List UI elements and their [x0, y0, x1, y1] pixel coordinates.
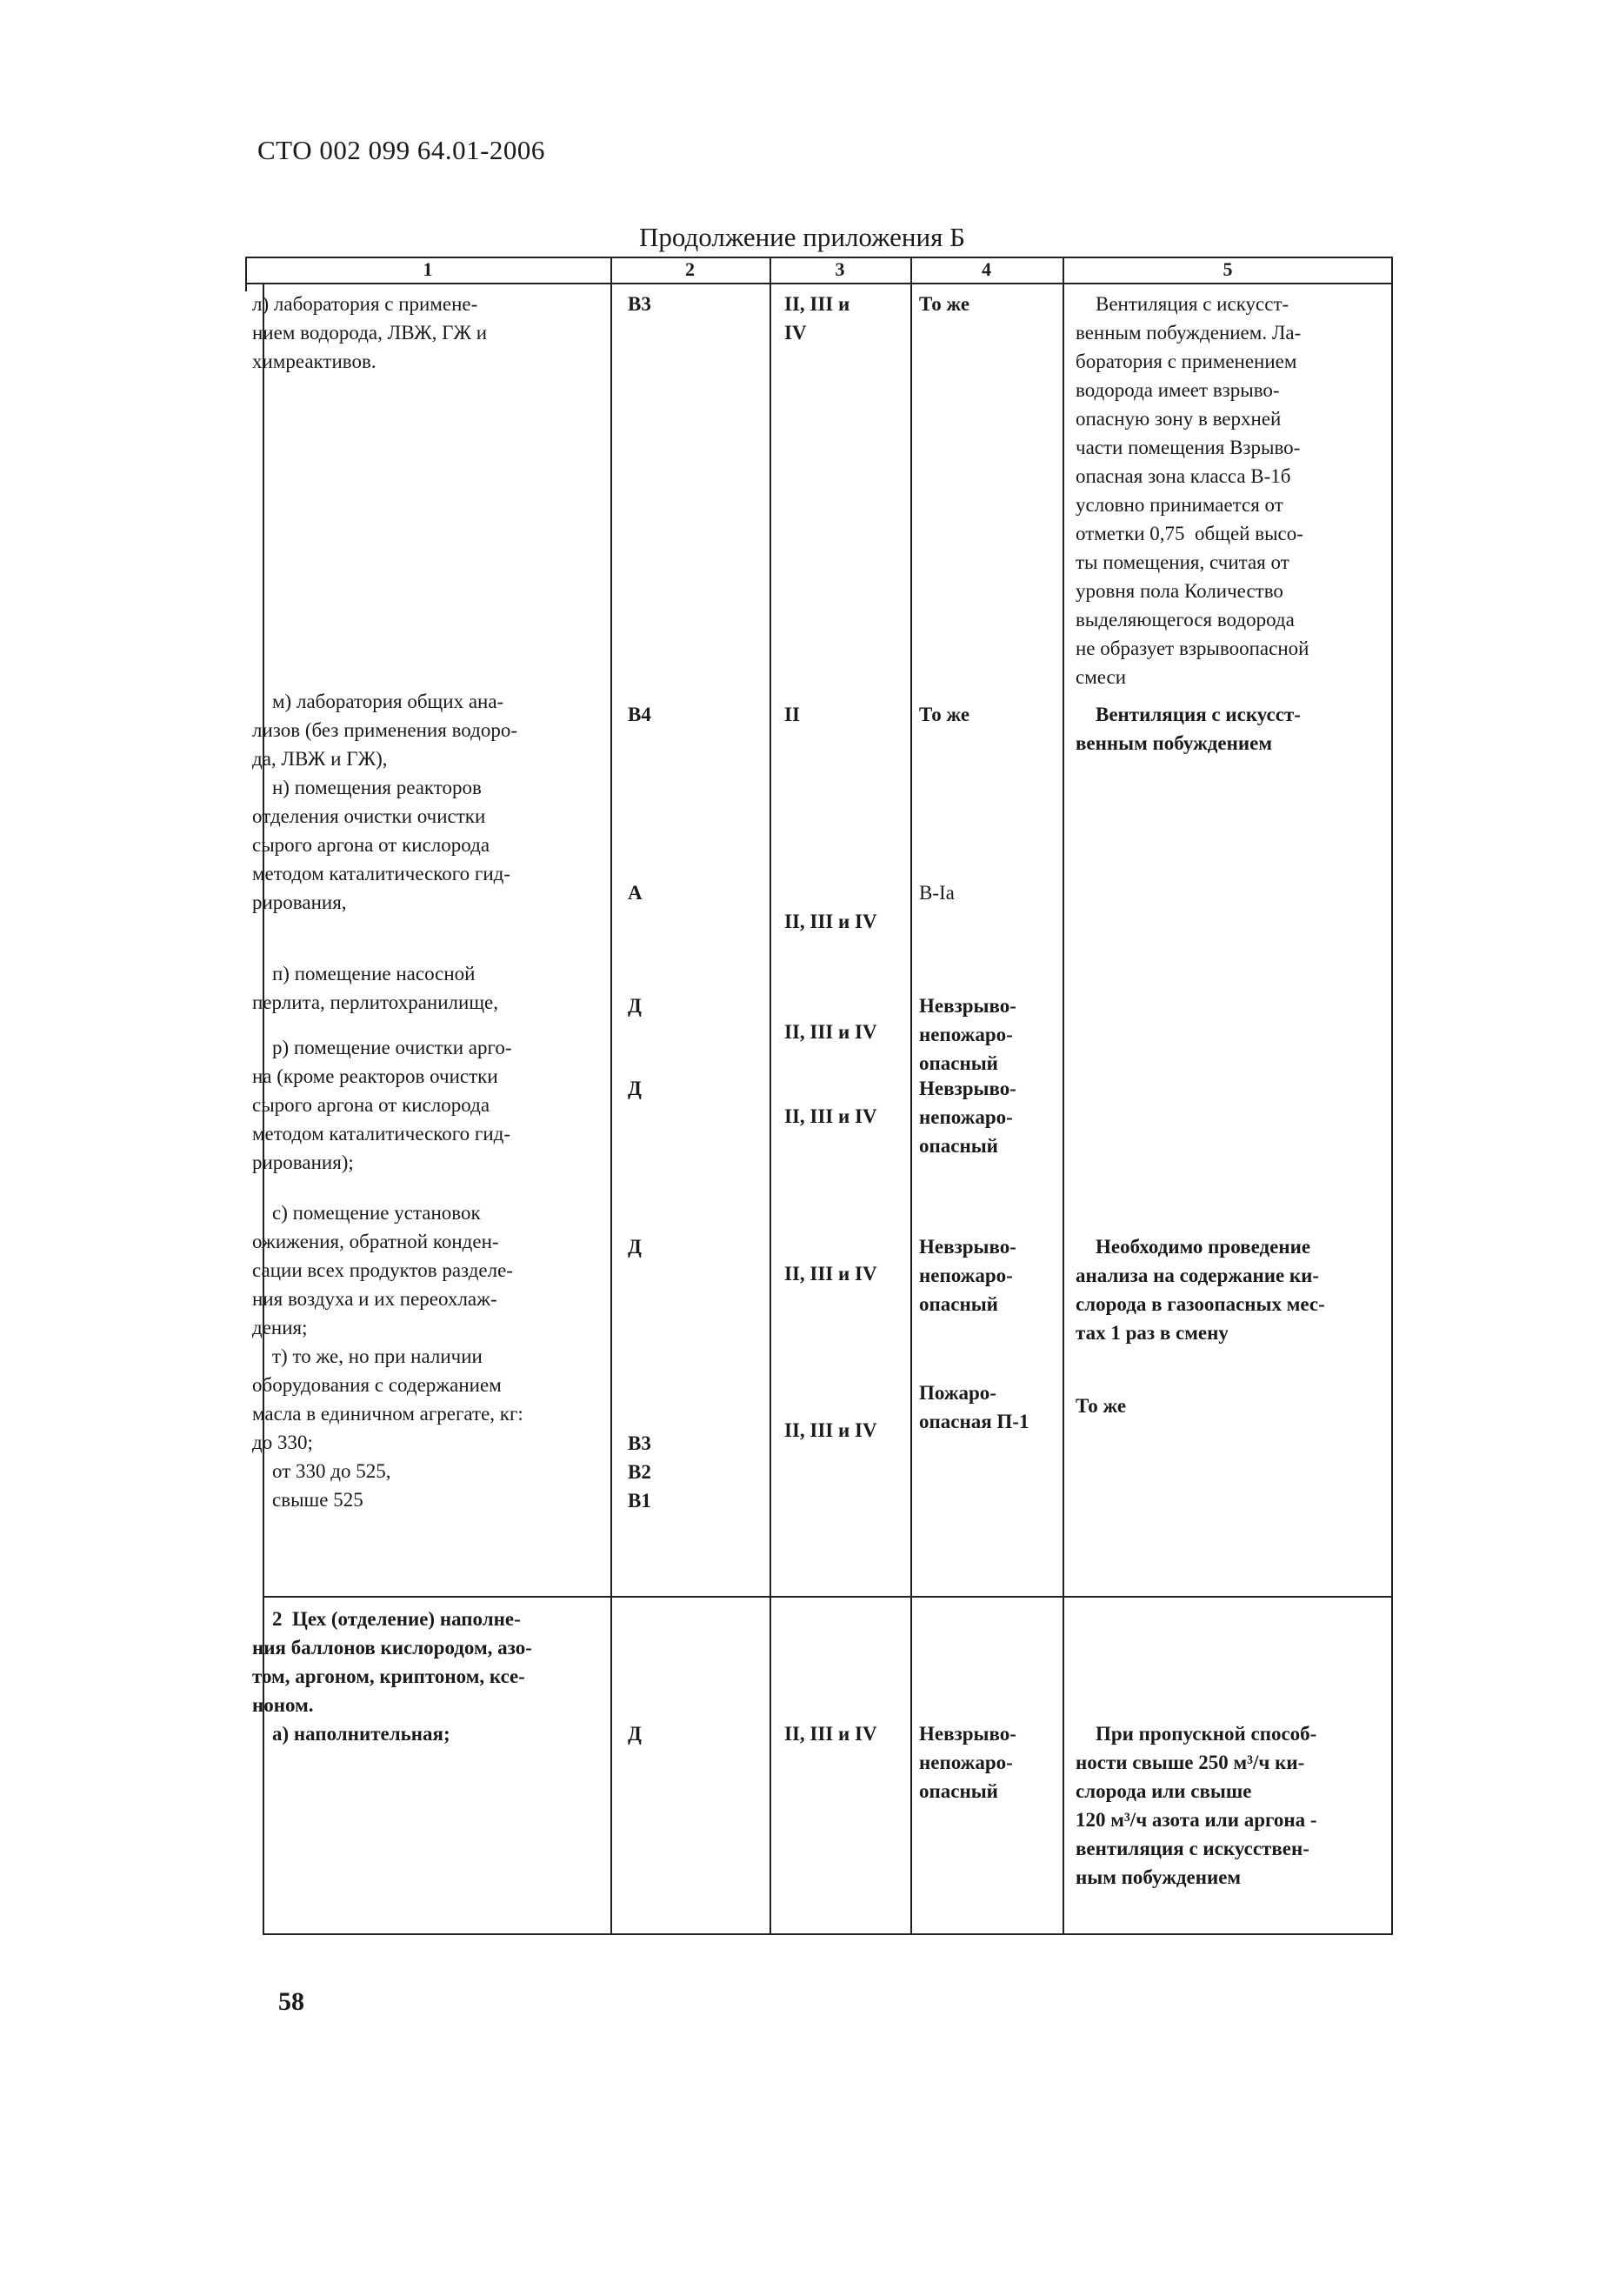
row-l-room: л) лаборатория с примене- нием водорода, ЛВЖ, ГЖ и химреактивов.	[252, 293, 488, 372]
row-t-zone-class: Пожаро- опасная П-1	[919, 1382, 1029, 1432]
row-shop-degree: II, III и IV	[784, 1723, 877, 1745]
row-l-degree: II, III и IV	[784, 293, 850, 344]
row-r-category: Д	[628, 1078, 642, 1099]
row-p-zone-class: Невзрыво- непожаро- опасный	[919, 995, 1016, 1074]
row-m-degree: II	[784, 704, 800, 725]
col-divider-3	[910, 257, 912, 1935]
appendix-table	[245, 257, 1393, 1935]
col-divider-4	[1063, 257, 1064, 1935]
table-right-border	[1391, 257, 1393, 1935]
header-bottom-border	[245, 283, 1393, 284]
col-divider-2	[770, 257, 771, 1935]
row-m-category: В4	[628, 704, 651, 725]
column-header-1: 1	[423, 258, 433, 280]
page-number: 58	[278, 1987, 304, 2016]
table-bottom-border	[263, 1933, 1393, 1935]
row-s-degree: II, III и IV	[784, 1263, 877, 1285]
row-n-room: н) помещения реакторов отделения очистки очистки сырого аргона от кислорода методом каталитического гид- рирования,	[252, 777, 511, 913]
row-p-category: Д	[628, 995, 642, 1017]
row-l-zone-class: То же	[919, 293, 970, 315]
row-m-note: Вентиляция с искусст- венным побуждением	[1076, 704, 1301, 754]
column-header-4: 4	[982, 258, 991, 280]
continuation-title: Продолжение приложения Б	[639, 222, 965, 252]
column-header-3: 3	[835, 258, 845, 280]
row-p-room: п) помещение насосной перлита, перлитохранилище,	[252, 963, 498, 1013]
row-t-degree: II, III и IV	[784, 1419, 877, 1441]
row-shop-room: 2 Цех (отделение) наполне- ния баллонов кислородом, азо- том, аргоном, криптоном, ксе- ноном. а) наполнительная;	[252, 1608, 532, 1745]
row-m-room: м) лаборатория общих ана- лизов (без применения водоро- да, ЛВЖ и ГЖ),	[252, 691, 517, 770]
row-l-category: В3	[628, 293, 651, 315]
column-header-5: 5	[1223, 258, 1233, 280]
row-shop-category: Д	[628, 1723, 642, 1745]
row-p-degree: II, III и IV	[784, 1021, 877, 1043]
section-divider	[263, 1596, 1393, 1598]
row-l-note: Вентиляция с искусст- венным побуждением. Ла- боратория с применением водорода имеет взрыво- опасную зону в верхней части помещения Взрыво- опасная зона класса В-1б условно принимается от отметки 0,75 общей высо- ты помещения, считая от уровня пола Количество выделяющегося водорода не образует взрывоопасной смеси	[1076, 293, 1309, 688]
row-shop-note: При пропускной способ- ности свыше 250 м³/ч ки- слорода или свыше 120 м³/ч азота или аргона - вентиляция с искусствен- ным побуждением	[1076, 1723, 1317, 1888]
row-n-category: А	[628, 882, 643, 904]
row-shop-zone-class: Невзрыво- непожаро- опасный	[919, 1723, 1016, 1802]
row-n-degree: II, III и IV	[784, 911, 877, 932]
row-r-degree: II, III и IV	[784, 1105, 877, 1127]
row-s-note: Необходимо проведение анализа на содержание ки- слорода в газоопасных мес- тах 1 раз в смену	[1076, 1236, 1325, 1344]
document-code: СТО 002 099 64.01-2006	[257, 135, 545, 165]
row-n-zone-class: В-Iа	[919, 882, 955, 904]
row-r-room: р) помещение очистки арго- на (кроме реакторов очистки сырого аргона от кислорода методом каталитического гид- рирования);	[252, 1037, 512, 1173]
row-s-category: Д	[628, 1236, 642, 1258]
row-t-note: То же	[1076, 1395, 1127, 1417]
row-t-category: В3 В2 В1	[628, 1432, 651, 1512]
row-r-zone-class: Невзрыво- непожаро- опасный	[919, 1078, 1016, 1157]
row-s-zone-class: Невзрыво- непожаро- опасный	[919, 1236, 1016, 1315]
column-header-2: 2	[685, 258, 695, 280]
row-t-room: т) то же, но при наличии оборудования с содержанием масла в единичном агрегате, кг: до 330; от 330 до 525, свыше 525	[252, 1345, 523, 1511]
row-m-zone-class: То же	[919, 704, 970, 725]
col-divider-1	[610, 257, 612, 1935]
row-s-room: с) помещение установок ожижения, обратной конден- сации всех продуктов разделе- ния воздуха и их переохлаж- дения;	[252, 1202, 513, 1338]
